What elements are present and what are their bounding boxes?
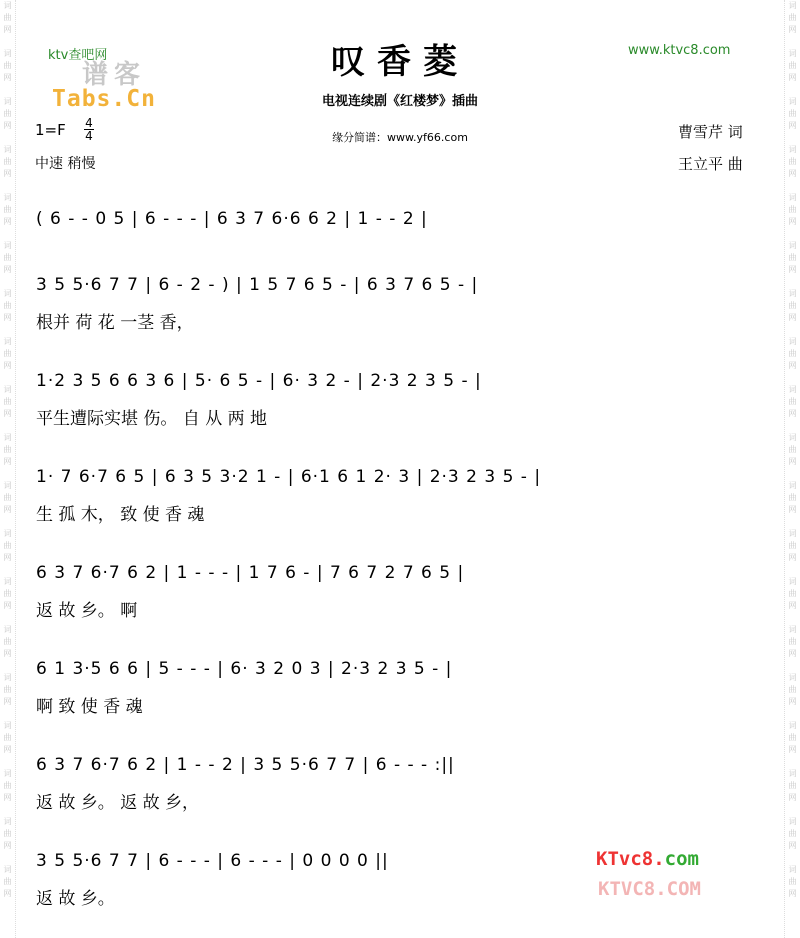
- lyric-line-2: 根并 荷 花 一茎 香，: [36, 313, 194, 333]
- staff-line-7: 6 3 7 6·7 6 2 | 1 - - 2 | 3 5 5·6 7 7 | 6 - - - :||: [36, 755, 455, 775]
- staff-line-3: 1·2 3 5 6 6 3 6 | 5· 6 5 - | 6· 3 2 - | 2·3 2 3 5 - |: [36, 371, 482, 391]
- song-title: 叹香菱: [331, 42, 469, 82]
- watermark-green-text: com: [664, 848, 699, 870]
- logo-watermark-tabs: Tabs.Cn: [52, 86, 156, 112]
- lyric-line-4: 生 孤 木， 致 使 香 魂: [36, 505, 205, 525]
- staff-line-8: 3 5 5·6 7 7 | 6 - - - | 6 - - - | 0 0 0 0 ||: [36, 851, 389, 871]
- staff-line-1: ( 6 - - 0 5 | 6 - - - | 6 3 7 6·6 6 2 | 1 - - 2 |: [36, 209, 428, 229]
- staff-line-5: 6 3 7 6·7 6 2 | 1 - - - | 1 7 6 - | 7 6 7 2 7 6 5 |: [36, 563, 465, 583]
- composer-credit: 王立平 曲: [678, 155, 743, 173]
- staff-line-2: 3 5 5·6 7 7 | 6 - 2 - ) | 1 5 7 6 5 - | 6 3 7 6 5 - |: [36, 275, 479, 295]
- meter-top: 4: [85, 116, 93, 130]
- ktvc8-watermark: [596, 848, 734, 874]
- staff-line-6: 6 1 3·5 6 6 | 5 - - - | 6· 3 2 0 3 | 2·3 2 3 5 - |: [36, 659, 453, 679]
- lyric-line-5: 返 故 乡。 啊: [36, 601, 138, 621]
- staff-line-4: 1· 7 6·7 6 5 | 6 3 5 3·2 1 - | 6·1 6 1 2· 3 | 2·3 2 3 5 - |: [36, 467, 542, 487]
- site-url-right: www.ktvc8.com: [628, 43, 731, 58]
- key-signature: 1=F: [35, 121, 66, 139]
- lyric-line-3: 平生遭际实堪 伤。 自 从 两 地: [36, 409, 268, 429]
- meter-bottom: 4: [85, 129, 93, 143]
- ktvc8-watermark-shadow: KTVC8.COM: [598, 878, 701, 900]
- tempo-marking: 中速 稍慢: [35, 156, 96, 172]
- lyric-line-8: 返 故 乡。: [36, 889, 115, 909]
- logo-watermark-cn: 谱客: [82, 60, 147, 90]
- lyric-line-6: 啊 致 使 香 魂: [36, 697, 143, 717]
- watermark-red-text: KTvc8.: [596, 848, 665, 870]
- lyric-line-7: 返 故 乡。 返 故 乡，: [36, 793, 200, 813]
- source-credit: 缘分简谱：www.yf66.com: [332, 131, 468, 144]
- lyricist-credit: 曹雪芹 词: [678, 123, 743, 141]
- song-subtitle: 电视连续剧《红楼梦》插曲: [321, 94, 478, 109]
- side-watermark-left: 词 曲 网 词 曲 网 词 曲 网 词 曲 网 词 曲 网 词 曲 网 词 曲 网 词 曲 网 词 曲 网 词 曲 网 词 曲 网 词 曲 网 词 曲 网 词 曲 网 词 曲 网 词 曲 网 词 曲 网 词 曲 网 词 曲 网: [0, 0, 16, 938]
- side-watermark-right: 词 曲 网 词 曲 网 词 曲 网 词 曲 网 词 曲 网 词 曲 网 词 曲 网 词 曲 网 词 曲 网 词 曲 网 词 曲 网 词 曲 网 词 曲 网 词 曲 网 词 曲 网 词 曲 网 词 曲 网 词 曲 网 词 曲 网: [784, 0, 800, 938]
- site-name-left: ktv查吧网: [48, 48, 108, 63]
